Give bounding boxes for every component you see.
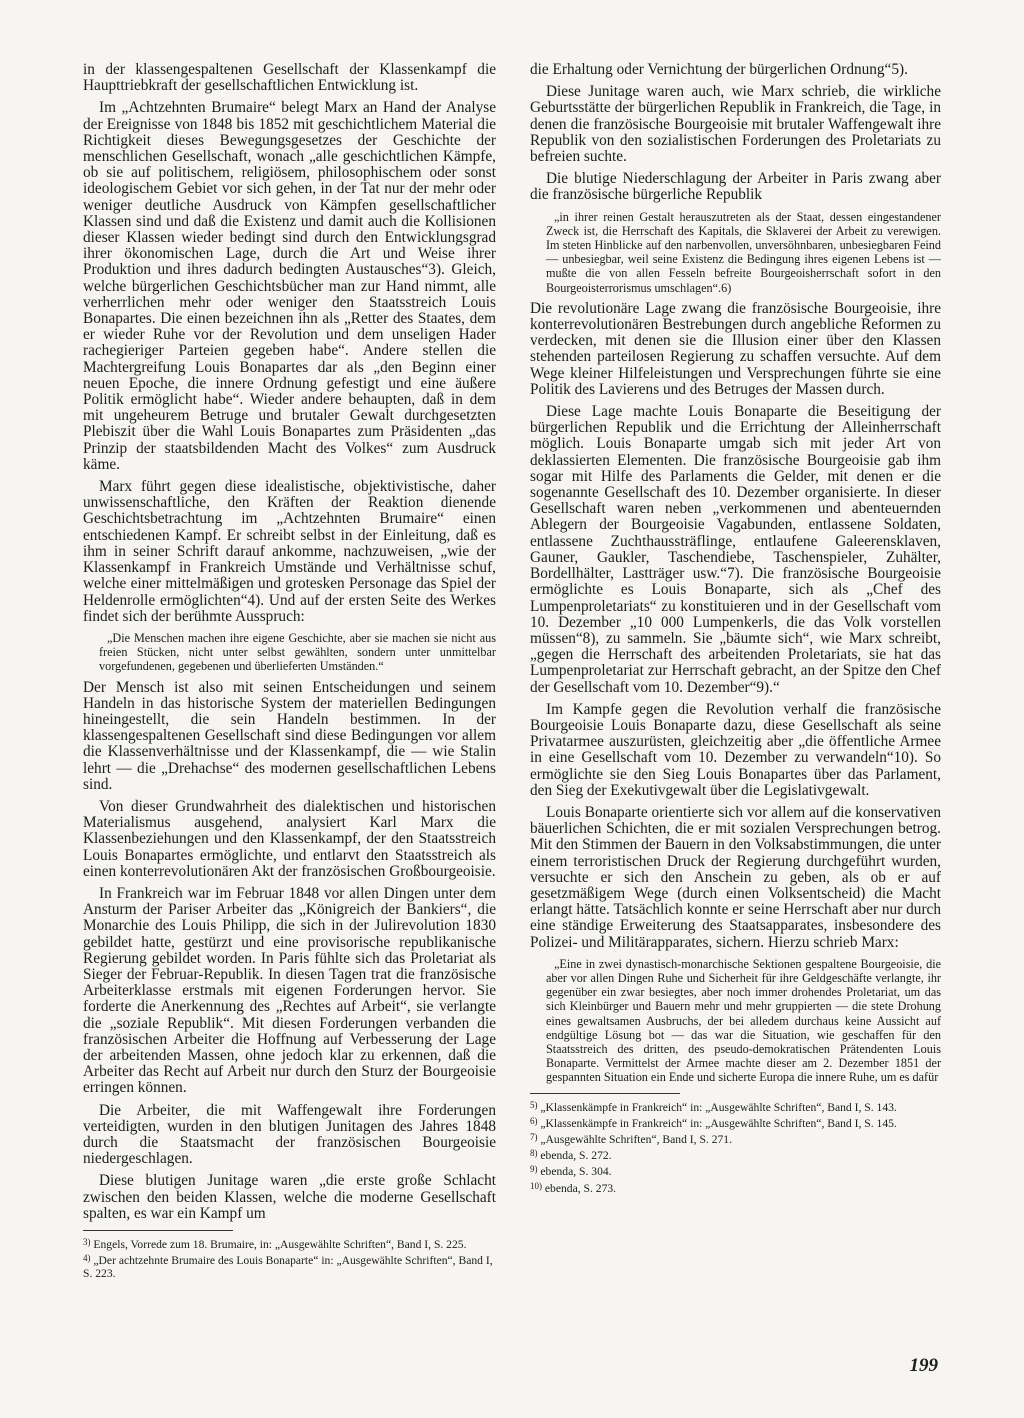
footnote: $^{10)}$ ebenda, S. 273. xyxy=(530,1180,617,1195)
paragraph: Die revolutionäre Lage zwang die französische Bourgeoisie, ihre konterrevolutionären Bestrebungen durch angebliche Reformen zu verdecken, mit denen sie die Illusion einer über den Klassen stehenden parteilosen Regierung zu schaffen versuchte. Auf dem Wege kleiner Hilfeleistungen und Versprechungen führte sie eine Politik des Lavierens und des Betruges der Massen durch. xyxy=(530,299,941,398)
paragraph: Louis Bonaparte orientierte sich vor allem auf die konservativen bäuerlichen Schichten, die er mit sozialen Versprechungen betrog. Mit den Stimmen der Bauern in den Volksabstimmungen, die unter einem terroristischen Druck der Regierung durchgeführt wurden, versuchte er sich den Anschein zu geben, als ob er auf gesetzmäßigem Wege (durch einen Volksentscheid) die Macht erlangt hätte. Tatsächlich konnte er seine Herrschaft aber nur durch eine ständige Erweiterung des Staatsapparates, insbesondere des Polizei- und Militärapparates, sichern. Hierzu schrieb Marx: xyxy=(530,803,941,951)
paragraph: In Frankreich war im Februar 1848 vor allen Dingen unter dem Ansturm der Pariser Arbeiter das „Königreich der Bankiers“, die Monarchie des Louis Philipp, die sich in der Julirevolution 1830 gebildet hatte, gestürzt und eine provisorische republikanische Regierung gebildet worden. In Paris fühlte sich das Proletariat als Sieger der Februar-Republik. In diesen Tagen trat die französische Arbeiterklasse erstmals mit eigenen Forderungen hervor. Sie forderte die Anerkennung des „Rechtes auf Arbeit“, sie verlangte die „soziale Republik“. Mit diesen Forderungen verbanden die französischen Arbeiter die Hoffnung auf Verbesserung der Lage der arbeitenden Massen, ohne jedoch klar zu erkennen, daß die Arbeiter das Recht auf Arbeit nur durch den Sturz der Bourgeoisie erringen können. xyxy=(83,884,496,1097)
paragraph: Diese Lage machte Louis Bonaparte die Beseitigung der bürgerlichen Republik und die Errichtung der Alleinherrschaft möglich. Louis Bonaparte umgab sich mit jeder Art von deklassierten Elementen. Die französische Bourgeoisie gab ihm sogar mit Hilfe des Parlaments die Gelder, mit denen er die sogenannte Gesellschaft des 10. Dezember organisierte. In dieser Gesellschaft waren neben „verkommenen und abenteuernden Ablegern der Bourgeoisie Vagabunden, entlassene Soldaten, entlassene Zuchthaussträflinge, entlaufene Galeerensklaven, Gauner, Gaukler, Taschendiebe, Taschenspieler, Zuhälter, Bordellhälter, Lastträger usw.“7). Die französische Bourgeoisie ermöglichte es Louis Bonaparte, sich als „Chef des Lumpenproletariats“ zu konstituieren und in der Gesellschaft vom 10. Dezember „10 000 Lumpenkerls, die das Volk vorstellen müssen“8), zu sammeln. Sie „bäumte sich“, wie Marx schreibt, „gegen die Herrschaft des arbeitenden Proletariats, sie hat das Lumpenproletariat zur Herrschaft gebracht, an der Spitze den Chef der Gesellschaft vom 10. Dezember“9).“ xyxy=(530,403,941,696)
footnote: $^{4)}$ „Der achtzehnte Brumaire des Louis Bonaparte“ in: „Ausgewählte Schriften“, Band I, S. 223. xyxy=(83,1253,493,1281)
paragraph: Im „Achtzehnten Brumaire“ belegt Marx an Hand der Analyse der Ereignisse von 1848 bis 1852 mit geschichtlichem Material die Richtigkeit dieses Bewegungsgesetzes der Geschichte der menschlichen Gesellschaft, wonach „alle geschichtlichen Kämpfe, ob sie auf politischem, religiösem, philosophischem oder sonst ideologischem Gebiet vor sich gehen, in der Tat nur der mehr oder weniger deutliche Ausdruck von Kämpfen gesellschaftlicher Klassen sind und daß die Existenz und damit auch die Kollisionen dieser Klassen wieder bedingt sind durch den Entwicklungsgrad ihrer ökonomischen Lage, durch die Art und Weise ihrer Produktion und ihres dadurch bedingten Austausches“3). Gleich, welche bürgerlichen Geschichtsbücher man zur Hand nimmt, alle verherrlichen mehr oder weniger den Staatsstreich Louis Bonapartes. Die einen bezeichnen ihn als „Retter des Staates, dem er wieder Ruhe vor der Revolution und dem unseligen Hader rachegieriger Parteien gegeben habe“. Andere stellen die Machtergreifung Louis Bonapartes dar als „den Beginn einer neuen Epoche, die innere Ordnung gefestigt und eine äußere Politik ermöglicht habe“. Wieder andere behaupten, daß in dem mit ungeheurem Betruge und brutaler Gewalt durchgesetzten Plebiszit über die Wahl Louis Bonapartes zum Präsidenten „das Prinzip der staatsbildenden Macht des Volkes“ zum Ausdruck käme. xyxy=(83,99,496,473)
footnote: $^{6)}$ „Klassenkämpfe in Frankreich“ in: „Ausgewählte Schriften“, Band I, S. 145. xyxy=(530,1115,897,1130)
page-number: 199 xyxy=(909,1355,938,1376)
block-quote xyxy=(546,210,941,295)
footnote-divider xyxy=(83,1230,233,1231)
paragraph: Im Kampfe gegen die Revolution verhalf die französische Bourgeoisie Louis Bonaparte dazu, diese Gesellschaft als seine Privatarmee auszurüsten, gleichzeitig aber „die öffentliche Armee in eine Gesellschaft vom 10. Dezember zu verwandeln“10). So ermöglichte sie den Sieg Louis Bonapartes über das Parlament, den Sieg der Exekutivgewalt über die Legislativgewalt. xyxy=(530,700,941,799)
footnote: $^{7)}$ „Ausgewählte Schriften“, Band I, S. 271. xyxy=(530,1132,732,1146)
block-quote xyxy=(99,631,496,674)
quote-text: „Die Menschen machen ihre eigene Geschichte, aber sie machen sie nicht aus freien Stücken, nicht unter selbst gewählten, sondern unter unmittelbar vorgefundenen, gegebenen und überlieferten Umständen.“ xyxy=(99,630,496,674)
paragraph: Die blutige Niederschlagung der Arbeiter in Paris zwang aber die französische bürgerliche Republik xyxy=(530,170,941,204)
footnote-divider xyxy=(530,1093,680,1094)
right-column xyxy=(530,62,941,1196)
paragraph: Von dieser Grundwahrheit des dialektischen und historischen Materialismus ausgehend, analysiert Karl Marx die Klassenbeziehungen und den Klassenkampf, der den Staatsstreich Louis Bonapartes ermöglichte, und entlarvt den Staatsstreich als einen konterrevolutionären Akt der französischen Großbourgeoisie. xyxy=(83,797,496,880)
footnotes xyxy=(83,1236,496,1281)
footnote: $^{9)}$ ebenda, S. 304. xyxy=(530,1164,612,1179)
footnote: $^{3)}$ Engels, Vorrede zum 18. Brumaire, in: „Ausgewählte Schriften“, Band I, S. 225. xyxy=(83,1237,467,1252)
left-column xyxy=(83,62,496,1282)
paragraph: Diese Junitage waren auch, wie Marx schrieb, die wirkliche Geburtsstätte der bürgerlichen Republik in Frankreich, die Tage, in denen die französische Bourgeoisie mit brutaler Waffengewalt ihre Republik von den sozialistischen Forderungen des Proletariats zu befreien suchte. xyxy=(530,83,941,166)
footnotes xyxy=(530,1099,941,1195)
paragraph: die Erhaltung oder Vernichtung der bürgerlichen Ordnung“5). xyxy=(530,61,908,78)
paragraph: Der Mensch ist also mit seinen Entscheidungen und seinem Handeln in das historische System der materiellen Bedingungen hineingestellt, die sein Handeln bestimmen. In der klassengespaltenen Gesellschaft sind diese Bedingungen vor allem die Klassenverhältnisse und der Klassenkampf, die — wie Stalin lehrt — die „Drehachse“ des modernen gesellschaftlichen Lebens sind. xyxy=(83,678,496,793)
quote-text: „in ihrer reinen Gestalt herauszutreten als der Staat, dessen eingestandener Zweck ist, die Herrschaft des Kapitals, die Sklaverei der Arbeit zu verewigen. Im steten Hinblicke auf den narbenvollen, unversöhnbaren, unbesiegbaren Feind — unbesiegbar, weil seine Existenz die Bedingung ihres eigenen Lebens ist — mußte die von allen Fesseln befreite Bourgeoisherrschaft sofort in den Bourgeoisterrorismus umschlagen“.6) xyxy=(546,209,941,295)
paragraph: in der klassengespaltenen Gesellschaft der Klassenkampf die Haupttriebkraft der gesellschaftlichen Entwicklung ist. xyxy=(83,61,496,95)
footnote: $^{5)}$ „Klassenkämpfe in Frankreich“ in: „Ausgewählte Schriften“, Band I, S. 143. xyxy=(530,1099,897,1114)
paragraph: Marx führt gegen diese idealistische, objektivistische, daher unwissenschaftliche, den Kräften der Reaktion dienende Geschichtsbetrachtung im „Achtzehnten Brumaire“ einen entschiedenen Kampf. Er schreibt selbst in der Einleitung, daß es ihm in seiner Schrift darauf ankomme, nachzuweisen, „wie der Klassenkampf in Frankreich Umstände und Verhältnisse schuf, welche einer mittelmäßigen und grotesken Personage das Spiel der Heldenrolle ermöglichten“4). Und auf der ersten Seite des Werkes findet sich der berühmte Ausspruch: xyxy=(83,478,496,625)
paragraph: Die Arbeiter, die mit Waffengewalt ihre Forderungen verteidigten, wurden in den blutigen Junitagen des Jahres 1848 durch die Staatsmacht der französischen Bourgeoisie niedergeschlagen. xyxy=(83,1101,496,1168)
footnote: $^{8)}$ ebenda, S. 272. xyxy=(530,1148,612,1163)
paragraph: Diese blutigen Junitage waren „die erste große Schlacht zwischen den beiden Klassen, welche die moderne Gesellschaft spalten, es war ein Kampf um xyxy=(83,1172,496,1222)
block-quote xyxy=(546,957,941,1085)
quote-text: „Eine in zwei dynastisch-monarchische Sektionen gespaltene Bourgeoisie, die aber vor allen Dingen Ruhe und Sicherheit für ihre Geldgeschäfte verlangte, ihr gegenüber ein zwar besiegtes, aber noch immer drohendes Proletariat, um das sich Kleinbürger und Bauern mehr und mehr gruppierten — die stete Drohung eines gewaltsamen Ausbruchs, der bei alledem durchaus keine Aussicht auf endgültige Lösung bot — das war die Situation, wie geschaffen für den Staatsstreich des dritten, des pseudo-demokratischen Prätendenten Louis Bonaparte. Vermittelst der Armee machte dieser am 2. Dezember 1851 der gespannten Situation ein Ende und sicherte Europa die innere Ruhe, um es dafür xyxy=(546,956,941,1085)
